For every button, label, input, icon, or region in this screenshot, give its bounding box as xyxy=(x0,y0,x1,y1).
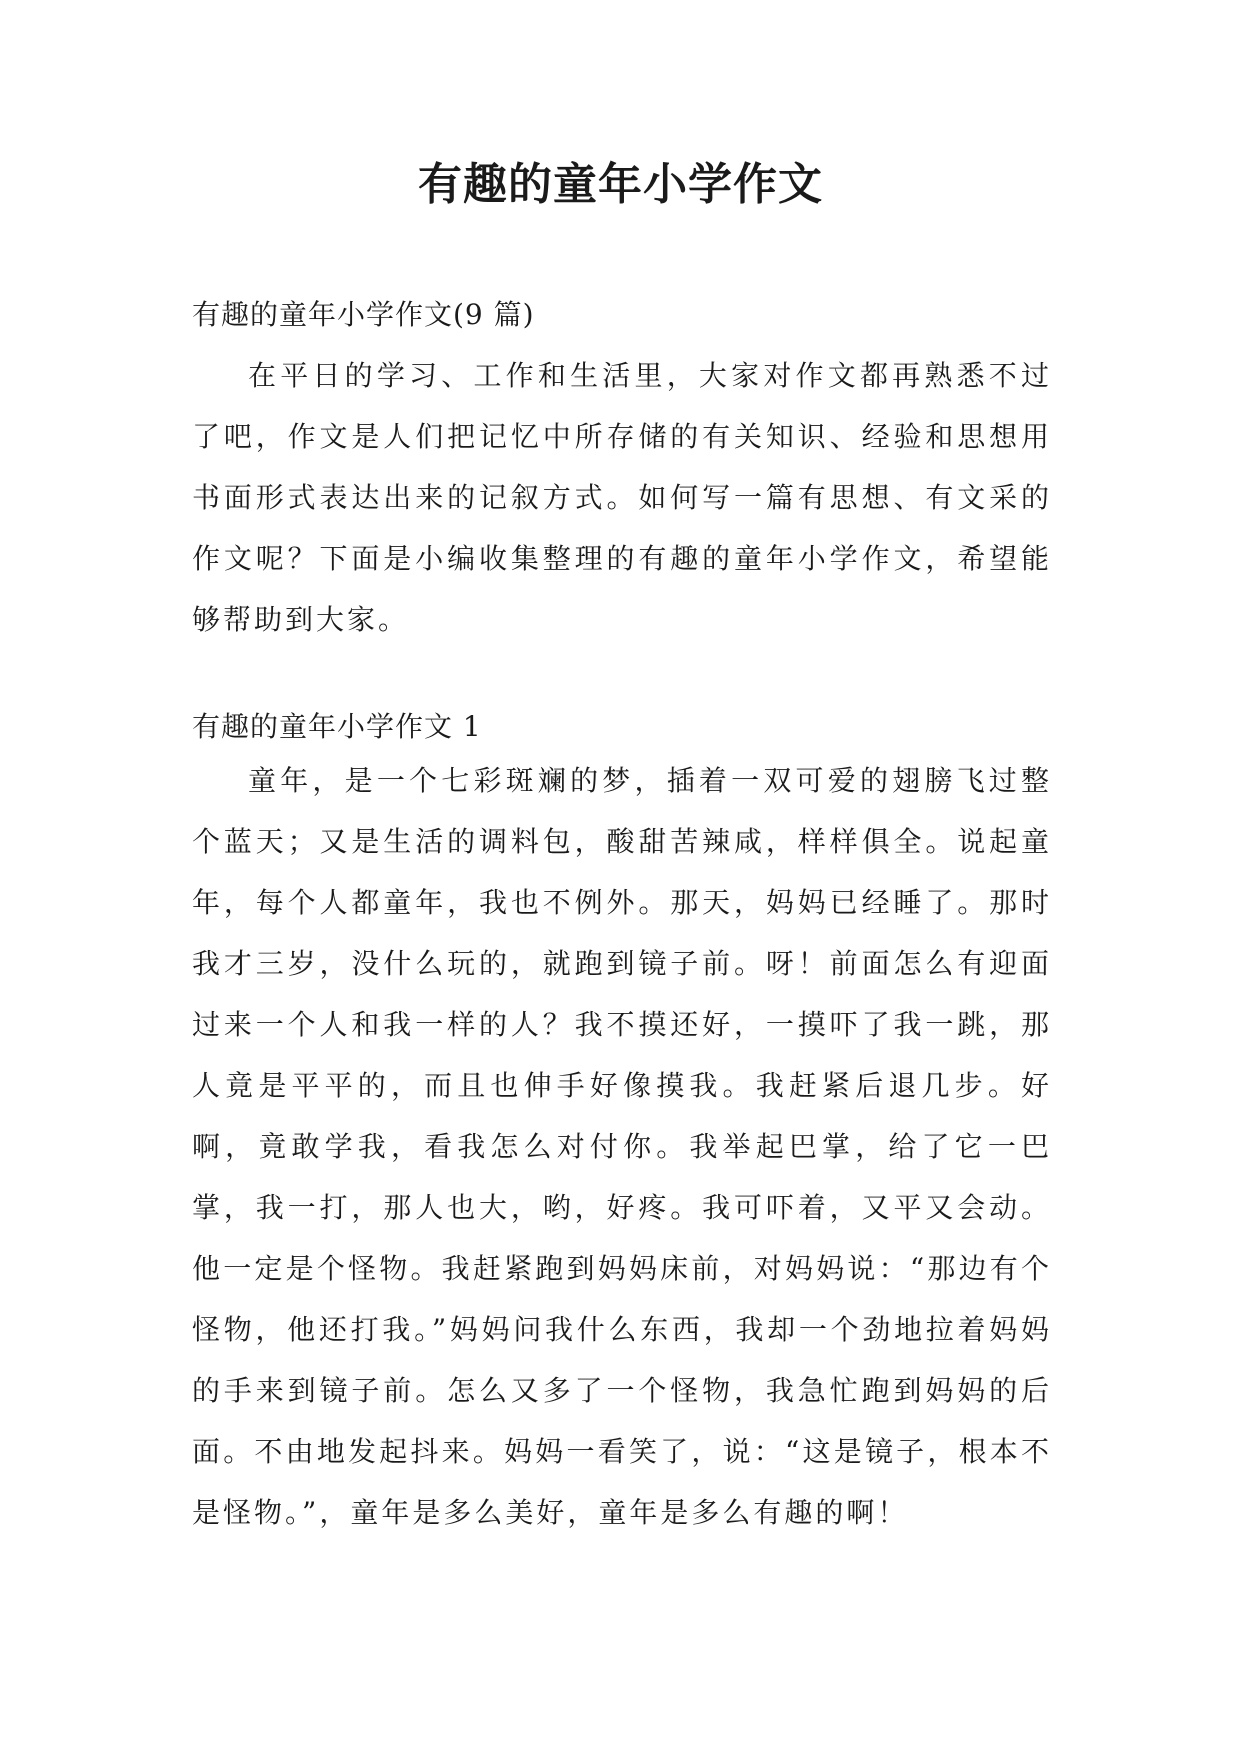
document-subtitle: 有趣的童年小学作文(9 篇) xyxy=(192,298,535,331)
section-heading: 有趣的童年小学作文 1 xyxy=(192,710,482,743)
intro-paragraph: 在平日的学习、工作和生活里，大家对作文都再熟悉不过了吧，作文是人们把记忆中所存储的有关知识、经验和思想用书面形式表达出来的记叙方式。如何写一篇有思想、有文采的作文呢？下面是小编收集整理的有趣的童年小学作文，希望能够帮助到大家。 xyxy=(192,359,1052,636)
page-title: 有趣的童年小学作文 xyxy=(418,159,823,210)
section-body: 童年，是一个七彩斑斓的梦，插着一双可爱的翅膀飞过整个蓝天；又是生活的调料包，酸甜苦辣咸，样样俱全。说起童年，每个人都童年，我也不例外。那天，妈妈已经睡了。那时我才三岁，没什么玩的，就跑到镜子前。呀！前面怎么有迎面过来一个人和我一样的人？我不摸还好，一摸吓了我一跳，那人竟是平平的，而且也伸手好像摸我。我赶紧后退几步。好啊，竟敢学我，看我怎么对付你。我举起巴掌，给了它一巴掌，我一打，那人也大，哟，好疼。我可吓着，又平又会动。他一定是个怪物。我赶紧跑到妈妈床前，对妈妈说：“那边有个怪物，他还打我。”妈妈问我什么东西，我却一个劲地拉着妈妈的手来到镜子前。怎么又多了一个怪物，我急忙跑到妈妈的后面。不由地发起抖来。妈妈一看笑了，说：“这是镜子，根本不是怪物。”，童年是多么美好，童年是多么有趣的啊！ xyxy=(192,764,1052,1529)
